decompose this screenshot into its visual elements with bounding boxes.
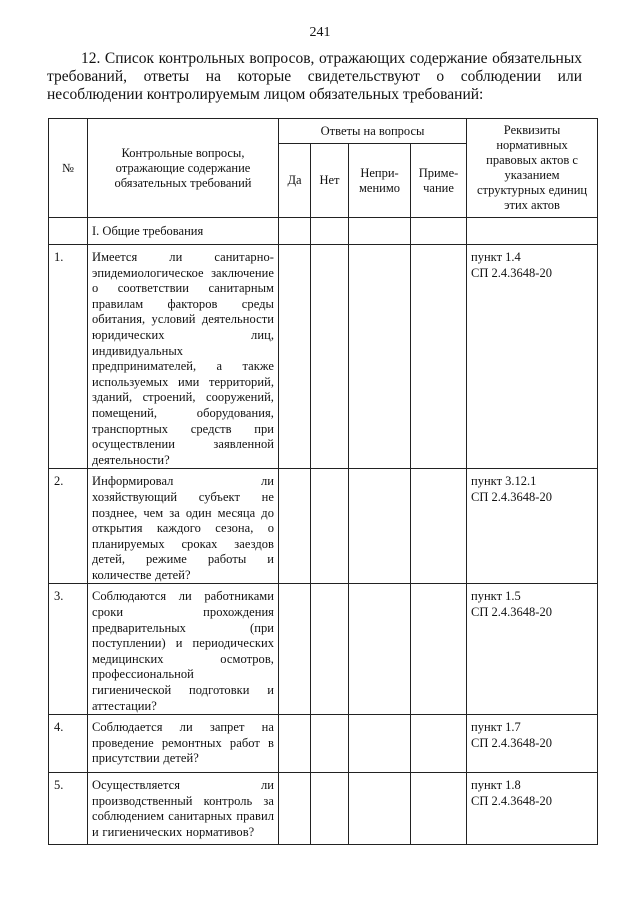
checklist-table	[48, 118, 598, 845]
row-requisites	[467, 469, 598, 584]
ref-point: пункт 1.4	[471, 250, 521, 264]
answer-note-cell[interactable]	[411, 584, 467, 715]
row-question: Соблюдаются ли работниками сроки прохождения предварительных (при поступлении) и периодических медицинских осмотров, профессиональной гигиенической подготовки и аттестации?	[88, 584, 279, 715]
header-not-applicable: Непри-менимо	[349, 144, 411, 218]
section-title: I. Общие требования	[88, 218, 279, 245]
header-yes: Да	[279, 144, 311, 218]
table-row	[49, 715, 598, 773]
answer-yes-cell[interactable]	[279, 715, 311, 773]
section-num-cell	[49, 218, 88, 245]
row-question: Соблюдается ли запрет на проведение ремонтных работ в присутствии детей?	[88, 715, 279, 773]
header-note: Приме-чание	[411, 144, 467, 218]
answer-not-applicable-cell[interactable]	[349, 584, 411, 715]
answer-no-cell[interactable]	[311, 245, 349, 469]
intro-paragraph: 12. Список контрольных вопросов, отражающих содержание обязательных требований, ответы на которые свидетельствуют о соблюдении или несоблюдении контролируемым лицом обязательных требований:	[47, 50, 582, 103]
answer-not-applicable-cell[interactable]	[349, 245, 411, 469]
answer-no-cell[interactable]	[311, 773, 349, 845]
header-no: Нет	[311, 144, 349, 218]
section-row	[49, 218, 598, 245]
row-requisites	[467, 584, 598, 715]
answer-yes-cell[interactable]	[279, 245, 311, 469]
answer-yes-cell[interactable]	[279, 469, 311, 584]
answer-not-applicable-cell[interactable]	[349, 773, 411, 845]
table-row	[49, 469, 598, 584]
table-row	[49, 245, 598, 469]
row-requisites	[467, 773, 598, 845]
ref-doc: СП 2.4.3648-20	[471, 265, 552, 280]
ref-point: пункт 1.7	[471, 720, 521, 735]
ref-point: пункт 1.8	[471, 778, 521, 793]
answer-not-applicable-cell[interactable]	[349, 715, 411, 773]
answer-note-cell[interactable]	[411, 773, 467, 845]
answer-note-cell[interactable]	[411, 469, 467, 584]
page-number: 241	[309, 25, 331, 40]
answer-yes-cell[interactable]	[279, 773, 311, 845]
ref-point: пункт 1.5	[471, 589, 521, 604]
ref-doc: СП 2.4.3648-20	[471, 489, 552, 504]
table-row	[49, 584, 598, 715]
row-requisites	[467, 715, 598, 773]
table-row	[49, 773, 598, 845]
header-requisites: Реквизиты нормативных правовых актов с указанием структурных единиц этих актов	[467, 119, 598, 218]
row-number: 5.	[49, 773, 88, 845]
row-question: Осуществляется ли производственный контроль за соблюдением санитарных правил и гигиенических нормативов?	[88, 773, 279, 845]
answer-not-applicable-cell[interactable]	[349, 469, 411, 584]
row-question: Информировал ли хозяйствующий субъект не позднее, чем за один месяца до открытия каждого сезона, о планируемых сроках заездов детей, режиме работы и количестве детей?	[88, 469, 279, 584]
ref-doc: СП 2.4.3648-20	[471, 605, 552, 620]
answer-note-cell[interactable]	[411, 245, 467, 469]
header-questions: Контрольные вопросы, отражающие содержание обязательных требований	[88, 119, 279, 218]
header-num: №	[49, 119, 88, 218]
ref-point: пункт 3.12.1	[471, 474, 537, 489]
answer-no-cell[interactable]	[311, 469, 349, 584]
answer-no-cell[interactable]	[311, 715, 349, 773]
ref-doc: СП 2.4.3648-20	[471, 793, 552, 808]
header-answers-group: Ответы на вопросы	[279, 119, 467, 144]
row-number: 2.	[49, 469, 88, 584]
row-requisites	[467, 245, 598, 469]
row-question: Имеется ли санитарно-эпидемиологическое заключение о соответствии санитарным правилам факторов среды обитания, условий деятельности юридических лиц, индивидуальных предпринимателей, а также используемых ими территорий, зданий, строений, сооружений, помещений, оборудования, транспортных средств при осуществлении заявленной деятельности?	[88, 245, 279, 469]
ref-doc: СП 2.4.3648-20	[471, 735, 552, 750]
answer-yes-cell[interactable]	[279, 584, 311, 715]
answer-note-cell[interactable]	[411, 715, 467, 773]
row-number: 4.	[49, 715, 88, 773]
row-number: 1.	[49, 245, 88, 469]
row-number: 3.	[49, 584, 88, 715]
answer-no-cell[interactable]	[311, 584, 349, 715]
